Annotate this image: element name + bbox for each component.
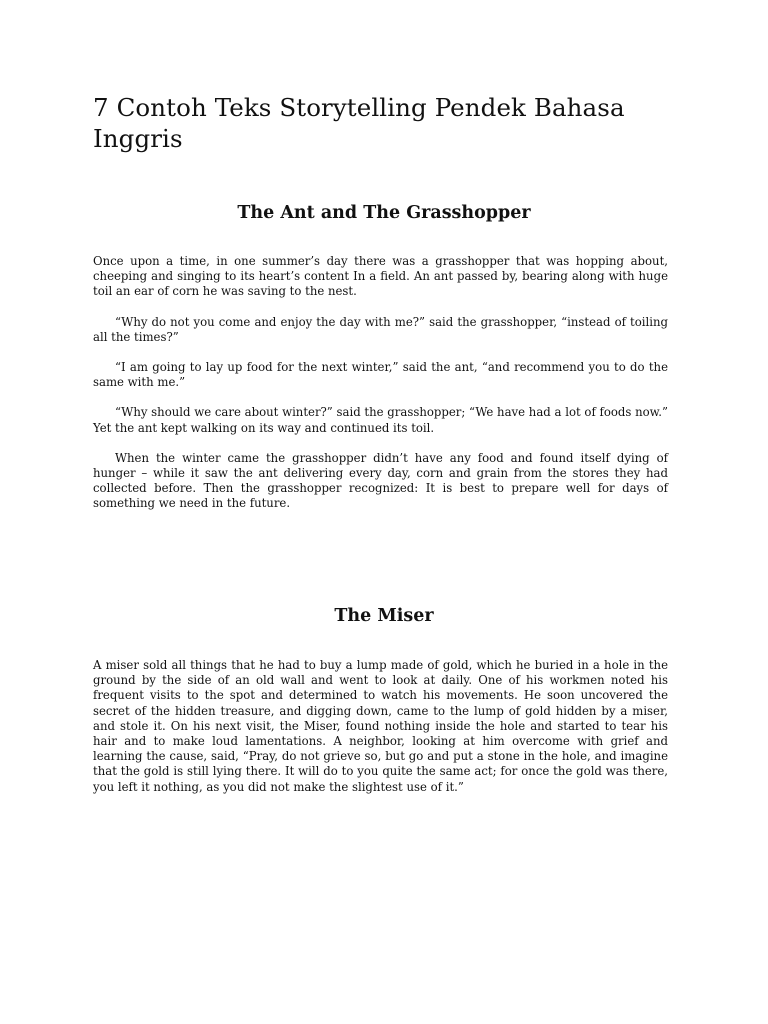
story-paragraph: When the winter came the grasshopper didn’t have any food and found itself dying of hunger – while it saw the ant delivering every day, corn and grain from the stores they had collected before. Then the grasshopper recognized: It is best to prepare well for days of something we need in the future.	[93, 450, 668, 511]
story-title-miser: The Miser	[334, 606, 434, 626]
story-title-ant-grasshopper: The Ant and The Grasshopper	[237, 203, 531, 223]
story-paragraph: A miser sold all things that he had to buy a lump made of gold, which he buried in a hole in the ground by the side of an old wall and went to look at daily. One of his workmen noted his frequent visits to the spot and determined to watch his movements. He soon uncovered the secret of the hidden treasure, and digging down, came to the lump of gold hidden by a miser, and stole it. On his next visit, the Miser, found nothing inside the hole and started to tear his hair and to make loud lamentations. A neighbor, looking at him overcome with grief and learning the cause, said, “Pray, do not grieve so, but go and put a stone in the hole, and imagine that the gold is still lying there. It will do to you quite the same act; for once the gold was there, you left it nothing, as you did not make the slightest use of it.”	[93, 658, 668, 794]
story-miser	[93, 658, 668, 810]
story-paragraph: “Why should we care about winter?” said the grasshopper; “We have had a lot of foods now.” Yet the ant kept walking on its way and continued its toil.	[93, 405, 668, 435]
story-paragraph: Once upon a time, in one summer’s day there was a grasshopper that was hopping about, cheeping and singing to its heart’s content In a field. An ant passed by, bearing along with huge toil an ear of corn he was saving to the nest.	[93, 254, 668, 299]
story-paragraph: “I am going to lay up food for the next winter,” said the ant, “and recommend you to do the same with me.”	[93, 360, 668, 390]
page-title: 7 Contoh Teks Storytelling Pendek Bahasa Inggris	[93, 93, 625, 153]
story-paragraph: “Why do not you come and enjoy the day with me?” said the grasshopper, “instead of toiling all the times?”	[93, 314, 668, 344]
story-ant-grasshopper	[93, 254, 668, 527]
